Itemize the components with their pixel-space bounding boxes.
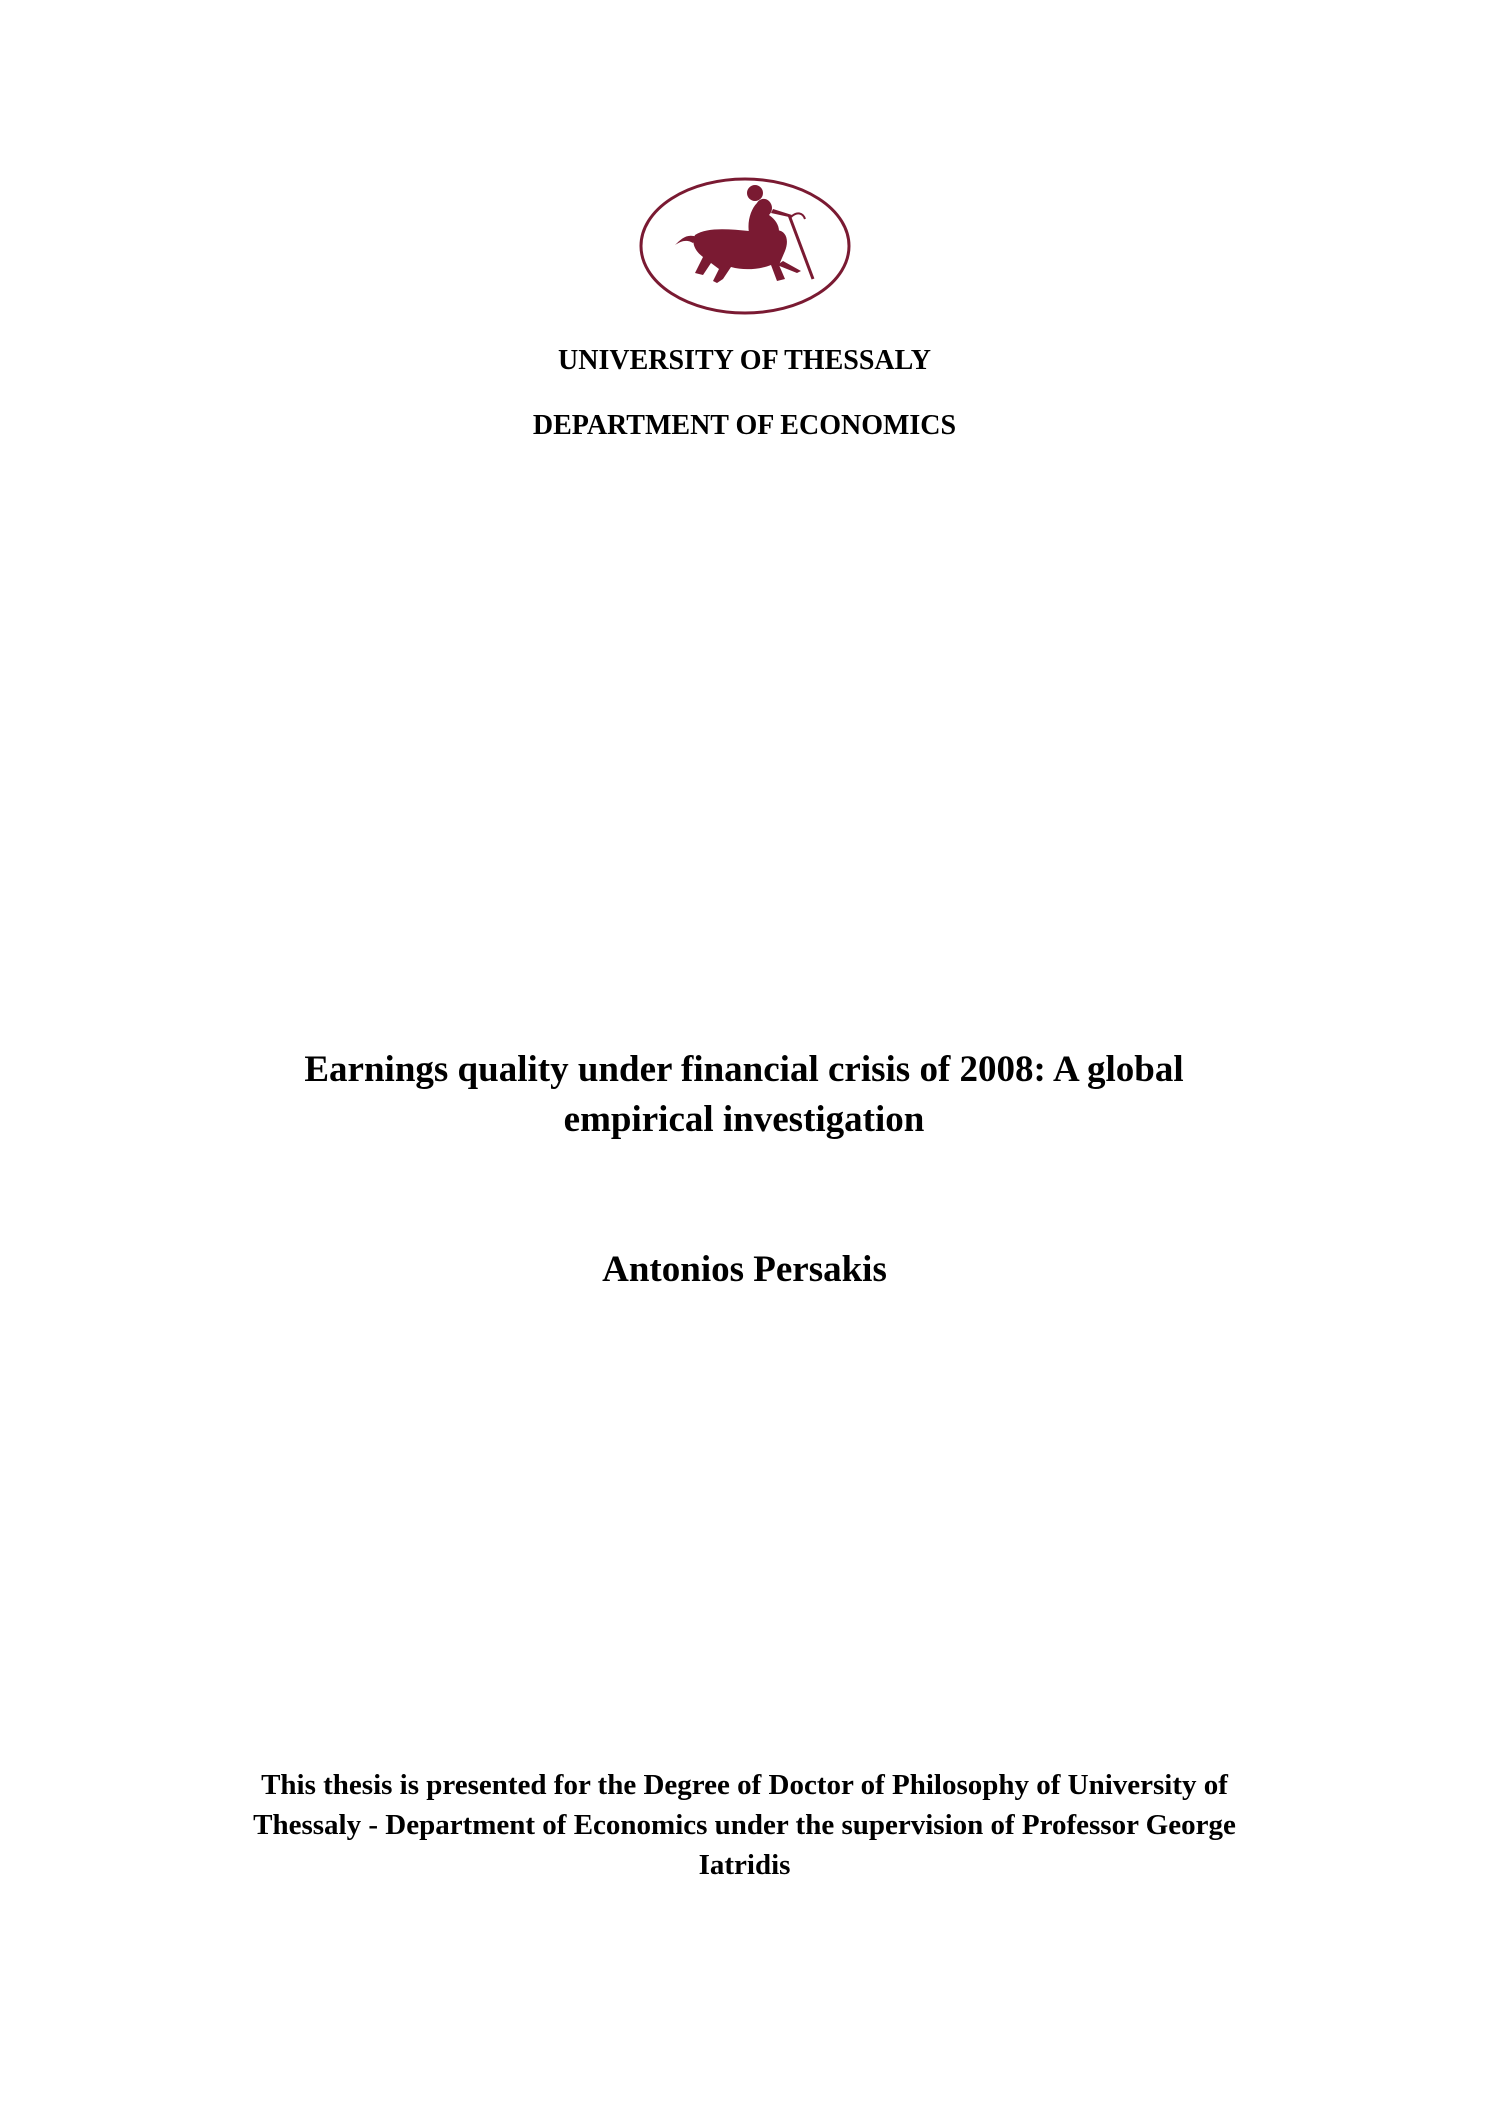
department-name: DEPARTMENT OF ECONOMICS: [532, 410, 957, 441]
degree-statement: This thesis is presented for the Degree of Doctor of Philosophy of University of Thessaly - Department of Economics under the supervision of Professor George Iatridis: [253, 1769, 1236, 1881]
centaur-emblem-icon: [675, 185, 813, 283]
university-name: UNIVERSITY OF THESSALY: [558, 345, 931, 376]
thesis-title: Earnings quality under financial crisis of 2008: A global empirical investigation: [304, 1049, 1184, 1140]
thesis-author: Antonios Persakis: [602, 1249, 887, 1290]
university-logo: [637, 175, 853, 317]
